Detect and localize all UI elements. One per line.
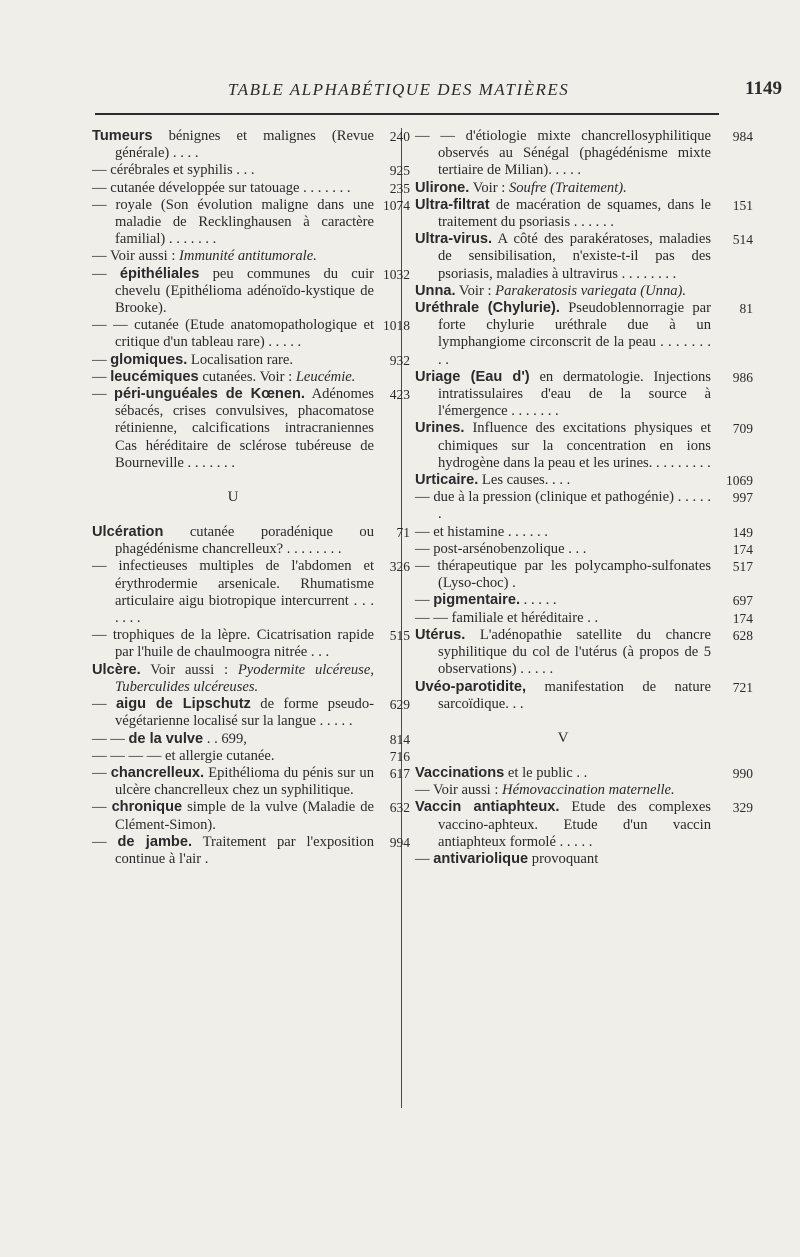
index-entry [92, 524, 410, 558]
page-reference: 629 [389, 697, 410, 713]
entry-dash: — [92, 368, 111, 385]
entry-text: Pseudoblennorragie par forte chylurie uréthrale due à un lymphangiome circonscrit de la peau . . . . . . . . . [438, 300, 712, 368]
page-reference: 984 [732, 129, 753, 144]
entry-text: cutanée (Etude anatomopathologique et critique d'un tableau rare) . . . . . [115, 317, 374, 351]
page-reference: 994 [389, 834, 410, 850]
page-reference: 632 [389, 800, 410, 816]
index-entry [92, 696, 410, 730]
entry-heading: Ultra-filtrat [415, 196, 490, 213]
index-entry [92, 627, 410, 661]
entry-text: bénignes et malignes (Revue générale) . . . . [115, 128, 374, 162]
index-entry [415, 782, 711, 799]
index-entry [92, 162, 410, 179]
entry-text: provoquant [528, 850, 599, 867]
entry-text: Epithélioma du pénis sur un ulcère chancrelleux chez un syphilitique. [115, 764, 374, 799]
page-reference: 174 [732, 610, 753, 626]
index-entry [415, 283, 711, 300]
page-reference: 326 [389, 559, 410, 575]
index-entry [415, 420, 753, 472]
entry-text: due à la pression (clinique et pathogénie) . . . . . . [433, 489, 711, 523]
entry-dash: — [92, 351, 111, 368]
entry-dash: — [415, 592, 434, 609]
entry-cross-reference: Leucémie. [295, 368, 356, 385]
index-entry [92, 764, 410, 799]
index-entry [415, 300, 753, 369]
page-header [0, 78, 800, 108]
entry-text: Etude des complexes vaccino-aphteux. Etude d'un vaccin antiaphteux formolé . . . . . [438, 799, 711, 850]
page-reference: 1032 [383, 266, 410, 282]
index-entry [415, 523, 753, 541]
entry-text: Voir aussi : [432, 782, 503, 799]
entry-dash: — [92, 764, 111, 781]
entry-heading: pigmentaire. [433, 592, 521, 609]
index-entry [92, 265, 410, 318]
entry-heading: Ultra-virus. [415, 231, 493, 248]
section-letter-u: U [227, 489, 239, 506]
index-entry [92, 799, 410, 833]
entry-heading: Uriage (Eau d') [415, 368, 530, 385]
entry-text: et histamine . . . . . . [433, 523, 548, 540]
entry-cross-reference: Pyodermite ulcéreuse, Tuberculides ulcéreuses. [115, 661, 374, 695]
entry-dash: — [92, 196, 116, 213]
index-entry [415, 540, 753, 558]
entry-heading: aigu de Lipschutz [116, 696, 251, 713]
index-entry [415, 231, 753, 283]
index-entry [415, 851, 711, 868]
entry-text: Voir aussi : [109, 248, 180, 265]
index-entry [92, 730, 410, 748]
index-entry [415, 489, 753, 523]
page-reference: 517 [732, 559, 753, 575]
entry-heading: Utérus. [415, 626, 466, 643]
page-reference: 721 [732, 679, 753, 695]
page-reference: 986 [732, 369, 753, 385]
entry-dash: — [415, 540, 434, 557]
index-entry [415, 558, 753, 592]
entry-heading: Ulcération [92, 524, 164, 541]
page-reference: 709 [732, 421, 753, 437]
page-reference: 697 [732, 593, 753, 609]
entry-text: L'adénopathie satellite du chancre syphilitique du col de l'utérus (à propos de 5 observations) . . . . . [438, 626, 711, 678]
entry-text: d'étiologie mixte chancrellosyphilitique observés au Sénégal (phagédénisme mixte tertiaire de Milian). . . . . [438, 128, 711, 179]
page-reference: 716 [389, 748, 410, 764]
entry-heading: Vaccin antiaphteux. [415, 799, 560, 816]
entry-dash: — [92, 627, 113, 644]
entry-text: thérapeutique par les polycampho-sulfonates (Lyso-choc) . [437, 558, 711, 592]
index-entry [415, 180, 711, 197]
entry-text: . . 699, [203, 730, 247, 747]
entry-dash: — [92, 248, 110, 265]
index-entry [415, 592, 753, 609]
entry-heading: glomiques. [110, 351, 188, 368]
page-reference: 1074 [383, 197, 410, 213]
page-reference: 925 [389, 163, 410, 179]
header-rule [95, 113, 719, 115]
entry-heading: antivariolique [433, 850, 529, 867]
entry-text: en dermatologie. Injections intratissulaires d'eau de la source à l'émergence . . . . . . . [438, 368, 711, 420]
entry-heading: péri-unguéales de Kœnen. [114, 386, 305, 403]
entry-text: post-arsénobenzolique . . . [433, 540, 587, 557]
entry-text: manifestation de nature sarcoïdique. . . [438, 678, 711, 712]
entry-heading: Urines. [415, 420, 465, 437]
index-entry [415, 678, 753, 713]
index-entry [92, 128, 410, 162]
entry-heading: Urticaire. [415, 472, 479, 489]
page-reference: 932 [389, 352, 410, 368]
page-reference: 71 [396, 525, 410, 541]
page-reference: 814 [389, 731, 410, 747]
page-reference: 990 [732, 765, 753, 781]
entry-text: A côté des parakératoses, maladies de sensibilisation, n'existe-t-il pas des psoriasis, maladies à ultravirus . . . . . . . . [438, 231, 711, 282]
entry-dash: — [92, 386, 115, 403]
page-reference: 240 [389, 129, 410, 144]
entry-text: cutanées. Voir : [198, 368, 296, 385]
entry-dash: — [415, 782, 433, 799]
entry-text: Les causes. . . . [478, 472, 571, 489]
page-reference: 628 [732, 627, 753, 643]
page-reference: 81 [739, 301, 753, 317]
entry-dash: — — [415, 128, 466, 144]
index-entry [92, 747, 410, 765]
page-reference: 1069 [726, 473, 753, 489]
entry-text: infectieuses multiples de l'abdomen et érythrodermie arsenicale. Rhumatisme articulaire aigu biotropique intercurrent . . . . . . . [115, 558, 374, 627]
running-title: TABLE ALPHABÉTIQUE DES MATIÈRES [228, 80, 570, 99]
page-reference: 151 [732, 197, 753, 213]
page-reference: 1018 [383, 318, 410, 334]
index-entry [92, 351, 410, 369]
index-entry [415, 764, 753, 782]
page-reference: 235 [389, 180, 410, 196]
entry-text: et allergie cutanée. [164, 747, 275, 764]
index-entry [415, 128, 753, 180]
entry-text: Influence des excitations physiques et chimiques sur la concentration en ions hydrogène dans la peau et les urines. . . . . . . . . [438, 420, 711, 471]
entry-dash: — [92, 162, 111, 179]
entry-text: Adénomes sébacés, crises convulsives, phacomatose rétinienne, calcifications intracraniennes Cas héréditaire de sclérose tubéreuse de Bourneville . . . . . . . [115, 386, 374, 471]
entry-heading: Ulirone. [415, 179, 470, 196]
entry-heading: Ulcère. [92, 661, 141, 678]
page-reference: 514 [732, 232, 753, 248]
entry-dash: — — [92, 317, 135, 334]
page-reference: 515 [389, 628, 410, 644]
index-entry [415, 609, 753, 627]
entry-text: Traitement par l'exposition continue à l'air . [115, 833, 374, 867]
entry-heading: de jambe. [117, 833, 193, 850]
index-entry [92, 248, 374, 265]
entry-text: cérébrales et syphilis . . . [110, 162, 255, 179]
entry-dash: — [415, 489, 434, 506]
entry-text: Voir aussi : [140, 661, 238, 678]
entry-heading: leucémiques [110, 368, 199, 385]
entry-dash: — — [92, 730, 129, 747]
entry-dash: — [415, 558, 438, 575]
entry-heading: Uréthrale (Chylurie). [415, 300, 560, 317]
entry-cross-reference: Soufre (Traitement). [508, 179, 627, 196]
page-reference: 329 [732, 800, 753, 816]
page-reference: 174 [732, 541, 753, 557]
entry-text: Localisation rare. [187, 351, 294, 368]
index-entry [92, 196, 410, 249]
entry-text: simple de la vulve (Maladie de Clément-Simon). [115, 799, 374, 833]
entry-text: et le public . . [504, 764, 588, 781]
entry-dash: — [92, 558, 119, 575]
page-number: 1149 [745, 78, 782, 99]
entry-text: de macération de squames, dans le traitement du psoriasis . . . . . . [438, 196, 711, 231]
index-entry [415, 626, 753, 679]
entry-heading: épithéliales [119, 265, 200, 282]
index-entry [92, 662, 374, 696]
index-entry [92, 386, 410, 472]
index-entry [415, 368, 753, 421]
entry-heading: Vaccinations [415, 764, 505, 781]
index-entry [92, 833, 410, 868]
entry-text: cutanée développée sur tatouage . . . . . . . [110, 179, 351, 196]
entry-heading: de la vulve [128, 730, 204, 747]
page-reference: 997 [732, 490, 753, 506]
entry-dash: — [415, 850, 434, 867]
entry-cross-reference: Hémovaccination maternelle. [502, 782, 675, 799]
entry-heading: Uvéo-parotidite, [415, 678, 527, 695]
section-letter-v: V [557, 729, 569, 746]
entry-text: trophiques de la lèpre. Cicatrisation rapide par l'huile de chaulmoogra nitrée . . . [112, 627, 374, 661]
index-entry [415, 472, 753, 489]
entry-heading: chancrelleux. [110, 764, 205, 781]
entry-dash: — [92, 696, 117, 713]
entry-cross-reference: Parakeratosis variegata (Unna). [495, 282, 687, 299]
entry-dash: — [415, 523, 434, 540]
index-entry [415, 799, 753, 851]
entry-dash: — [92, 265, 120, 282]
entry-heading: Unna. [415, 282, 456, 299]
page-reference: 423 [389, 387, 410, 403]
entry-dash: — — [415, 609, 452, 626]
page-reference: 617 [389, 765, 410, 781]
entry-text: royale (Son évolution maligne dans une maladie de Recklinghausen à caractère familial) . . . . . . . [115, 196, 374, 248]
entry-text: cutanée poradénique ou phagédénisme chancrelleux? . . . . . . . . [115, 524, 374, 558]
entry-text: de forme pseudo-végétarienne localisé sur la langue . . . . . [115, 696, 374, 730]
entry-cross-reference: Immunité antitumorale. [179, 248, 317, 265]
index-entry [92, 179, 410, 197]
entry-heading: Tumeurs [92, 128, 153, 144]
entry-text: . . . . . [520, 592, 557, 609]
index-entry [92, 317, 410, 351]
index-entry [92, 369, 374, 386]
entry-text: Voir : [469, 179, 509, 196]
entry-text: Voir : [455, 282, 496, 299]
entry-dash: — [92, 799, 112, 816]
entry-dash: — [92, 833, 118, 850]
index-entry [92, 558, 410, 627]
entry-dash: — — — — [92, 747, 165, 764]
index-entry [415, 196, 753, 231]
page-reference: 149 [732, 524, 753, 540]
entry-heading: chronique [111, 799, 183, 816]
right-column [415, 128, 753, 868]
entry-text: peu communes du cuir chevelu (Epithélioma adénoïdo-kystique de Brooke). [115, 265, 374, 317]
entry-dash: — [92, 179, 111, 196]
entry-text: familiale et héréditaire . . [451, 609, 599, 626]
left-column [92, 128, 410, 868]
